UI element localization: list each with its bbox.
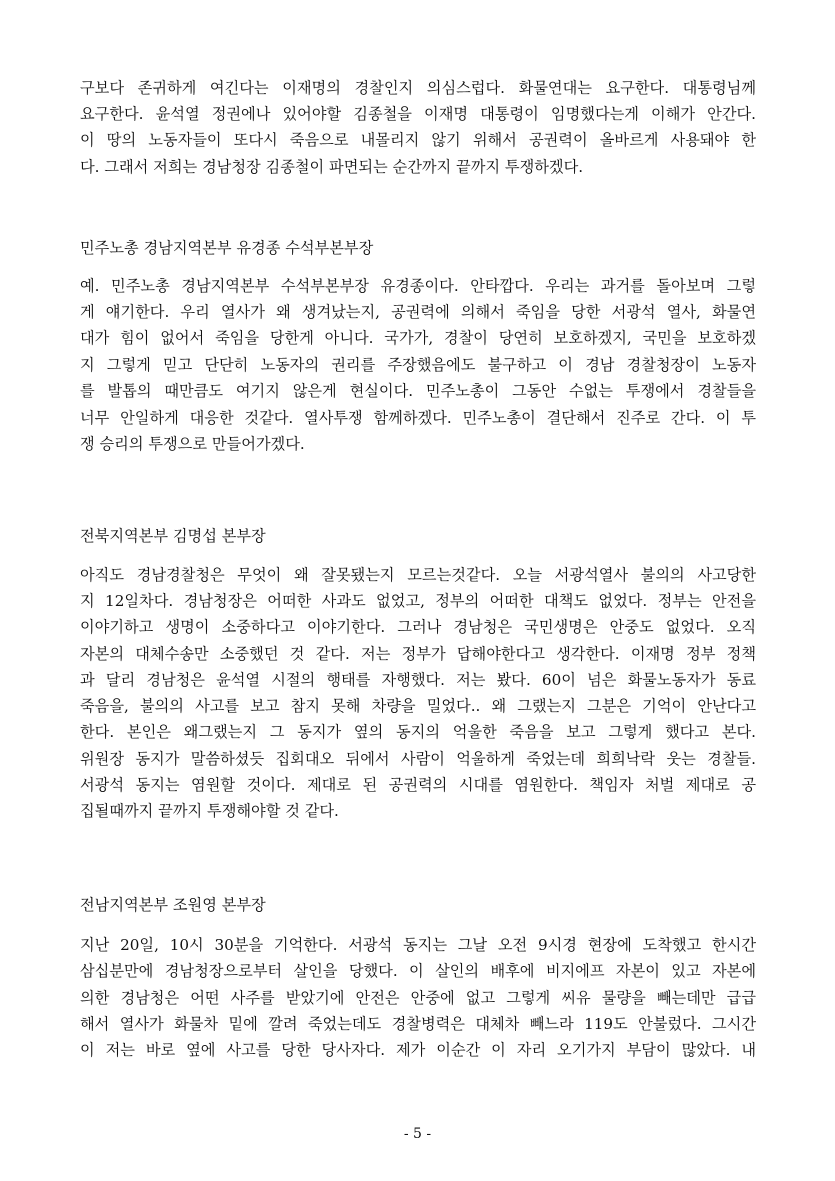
text-line: 아직도 경남경찰청은 무엇이 왜 잘못됐는지 모르는것같다. 오늘 서광석열사 불의의 사고당한 [80,566,756,584]
text-line: 다. 그래서 저희는 경남청장 김종철이 파면되는 순간까지 끝까지 투쟁하겠다. [80,158,584,176]
text-line: 삼십분만에 경남청장으로부터 살인을 당했다. 이 살인의 배후에 비지에프 자본이 있고 자본에 [80,962,756,980]
text-line: 의한 경남청은 어떤 사주를 받았기에 안전은 안중에 없고 그렇게 씨유 물량을 빼는데만 급급 [80,989,756,1007]
text-line: 자본의 대체수송만 소중했던 것 같다. 저는 정부가 답해야한다고 생각한다. 이재명 정부 정책 [80,645,756,663]
speaker-heading: 전북지역본부 김명섭 본부장 [80,527,266,545]
text-line: 이야기하고 생명이 소중하다고 이야기한다. 그러나 경남청은 국민생명은 안중도 없었다. 오직 [80,618,756,636]
text-line: 게 얘기한다. 우리 열사가 왜 생겨났는지, 공권력에 의해서 죽임을 당한 서광석 열사, 화물연 [80,303,756,321]
text-line: 지 12일차다. 경남청장은 어떠한 사과도 없었고, 정부의 어떠한 대책도 없었다. 정부는 안전을 [80,592,756,610]
text-line: 집될때까지 끝까지 투쟁해야할 것 같다. [80,802,339,820]
text-line: 예. 민주노총 경남지역본부 수석부본부장 유경종이다. 안타깝다. 우리는 과거를 돌아보며 그렇 [80,277,756,295]
speaker-heading: 전남지역본부 조원영 본부장 [80,896,266,914]
speaker-heading: 민주노총 경남지역본부 유경종 수석부본부장 [80,239,374,257]
text-line: 해서 열사가 화물차 밑에 깔려 죽었는데도 경찰병력은 대체차 빼느라 119도 안불렀다. 그시간 [80,1015,756,1033]
text-line: 위원장 동지가 말씀하셨듯 집회대오 뒤에서 사람이 억울하게 죽었는데 희희낙락 웃는 경찰들. [80,750,756,768]
text-line: 대가 힘이 없어서 죽임을 당한게 아니다. 국가가, 경찰이 당연히 보호하겠지, 국민을 보호하겠 [80,329,756,347]
text-line: 지 그렇게 믿고 단단히 노동자의 권리를 주장했음에도 불구하고 이 경남 경찰청장이 노동자 [80,356,756,374]
text-line: 구보다 존귀하게 여긴다는 이재명의 경찰인지 의심스럽다. 화물연대는 요구한다. 대통령님께 [80,79,756,97]
text-line: 죽음을, 불의의 사고를 보고 참지 못해 차량을 밀었다.. 왜 그랬는지 그분은 기억이 안난다고 [80,697,756,715]
page-number: - 5 - [403,1126,432,1142]
text-line: 이 저는 바로 옆에 사고를 당한 당사자다. 제가 이순간 이 자리 오기가지 부담이 많았다. 내 [80,1041,756,1059]
text-line: 를 발톱의 때만큼도 여기지 않은게 현실이다. 민주노총이 그동안 수없는 투쟁에서 경찰들을 [80,382,756,400]
text-line: 서광석 동지는 염원할 것이다. 제대로 된 공권력의 시대를 염원한다. 책임자 처벌 제대로 공 [80,776,756,794]
text-line: 과 달리 경남청은 윤석열 시절의 행태를 자행했다. 저는 봤다. 60이 넘은 화물노동자가 동료 [80,671,756,689]
text-line: 너무 안일하게 대응한 것같다. 열사투쟁 함께하겠다. 민주노총이 결단해서 진주로 간다. 이 투 [80,409,756,427]
text-line: 지난 20일, 10시 30분을 기억한다. 서광석 동지는 그날 오전 9시경 현장에 도착했고 한시간 [80,936,756,954]
text-line: 요구한다. 윤석열 정권에나 있어야할 김종철을 이재명 대통령이 임명했다는게 이해가 안간다. [80,105,756,123]
text-line: 한다. 본인은 왜그랬는지 그 동지가 옆의 동지의 억울한 죽음을 보고 그렇게 했다고 본다. [80,723,756,741]
text-line: 이 땅의 노동자들이 또다시 죽음으로 내몰리지 않기 위해서 공권력이 올바르게 사용돼야 한 [80,131,756,149]
text-line: 쟁 승리의 투쟁으로 만들어가겠다. [80,435,305,453]
